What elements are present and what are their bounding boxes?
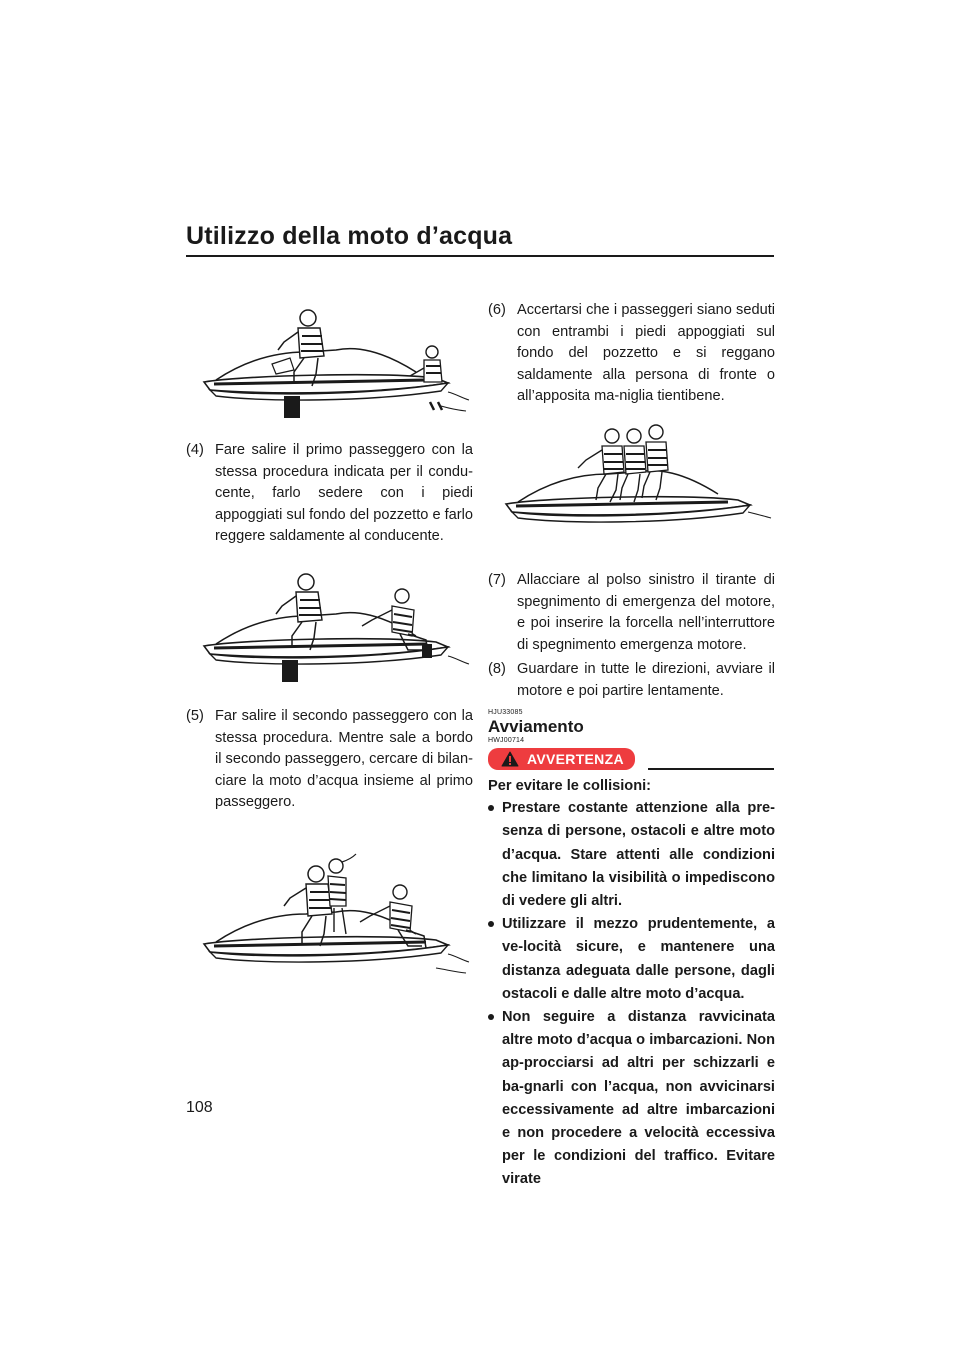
bullet-dot — [488, 921, 494, 927]
step-text: Allacciare al polso sinistro il tirante di spegnimento di emergenza del motore, e poi inserire la forcella nell’interruttore di spegnimento emergenza motore. — [517, 571, 775, 653]
bullet-text: Utilizzare il mezzo prudentemente, a ve-locità sicure, e mantenere una distanza adeguata dalle persone, dagli ostacoli e dalle altre moto d’acqua. — [502, 916, 775, 1002]
step-number: (6) — [488, 302, 506, 318]
illustration-three-riders-seated — [488, 422, 775, 552]
bullet-dot — [488, 1014, 494, 1020]
page-title: Utilizzo della moto d’acqua — [186, 222, 513, 250]
step-8 — [488, 659, 775, 702]
warning-bullet — [488, 1006, 775, 1192]
page-number: 108 — [186, 1099, 213, 1116]
step-number: (7) — [488, 571, 506, 588]
step-text: Far salire il secondo passeggero con la stessa procedura. Mentre sale a bordo il secondo passeggero, cercare di bilan-ciare la moto d’acqua insieme al primo passeggero. — [215, 707, 473, 811]
bullet-dot — [488, 805, 494, 811]
right-column — [488, 300, 775, 1192]
illustration-second-passenger-boarding — [186, 836, 473, 996]
step-number: (4) — [186, 442, 204, 458]
step-number: (8) — [488, 661, 506, 678]
title-rule — [186, 255, 774, 257]
warning-intro: Per evitare le collisioni: — [488, 777, 652, 794]
warning-bullet — [488, 913, 775, 1006]
warning-bullet — [488, 797, 775, 913]
warning-badge — [488, 748, 635, 770]
warning-rule — [648, 768, 774, 770]
warning-code: HWJ00714 — [488, 736, 525, 744]
illustration-first-passenger-boarding — [186, 556, 473, 696]
warning-header — [488, 748, 775, 774]
warning-label: AVVERTENZA — [527, 750, 624, 767]
step-4 — [186, 440, 473, 548]
step-6 — [488, 300, 775, 408]
warning-triangle-icon — [501, 751, 519, 767]
section-heading: Avviamento — [488, 716, 584, 736]
bullet-text: Prestare costante attenzione alla pre-senza di persone, ostacoli e altre moto d’acqua. Stare attenti alle condizioni che limitano la visibilità o impediscono di vedere gli altri. — [502, 800, 775, 909]
step-text: Fare salire il primo passeggero con la stessa procedura indicata per il condu-cente, farlo sedere con i piedi appoggiati sul fondo del pozzetto e farlo reggere saldamente al conducente. — [215, 442, 474, 545]
step-number: (5) — [186, 707, 204, 724]
left-column — [186, 280, 473, 996]
illustration-driver-boarding-passenger-in-water — [186, 280, 473, 430]
step-7 — [488, 570, 775, 656]
step-text: Guardare in tutte le direzioni, avviare il motore e poi partire lentamente. — [517, 661, 775, 699]
step-text: Accertarsi che i passeggeri siano seduti con entrambi i piedi appoggiati sul fondo del pozzetto e si reggano saldamente alla persona di fronte o all’apposita ma-niglia tientibene. — [517, 302, 775, 405]
bullet-text: Non seguire a distanza ravvicinata altre moto d’acqua o imbarcazioni. Non ap-procciarsi ad altri per schizzarli e ba-gnarli con l’acqua, non avvicinarsi eccessivamente ad altre imbarcazioni e non procedere a velocità eccessiva per le condizioni del traffico. Evitare virate — [502, 1008, 775, 1188]
section-code: HJU33085 — [488, 708, 523, 716]
step-5 — [186, 706, 473, 814]
